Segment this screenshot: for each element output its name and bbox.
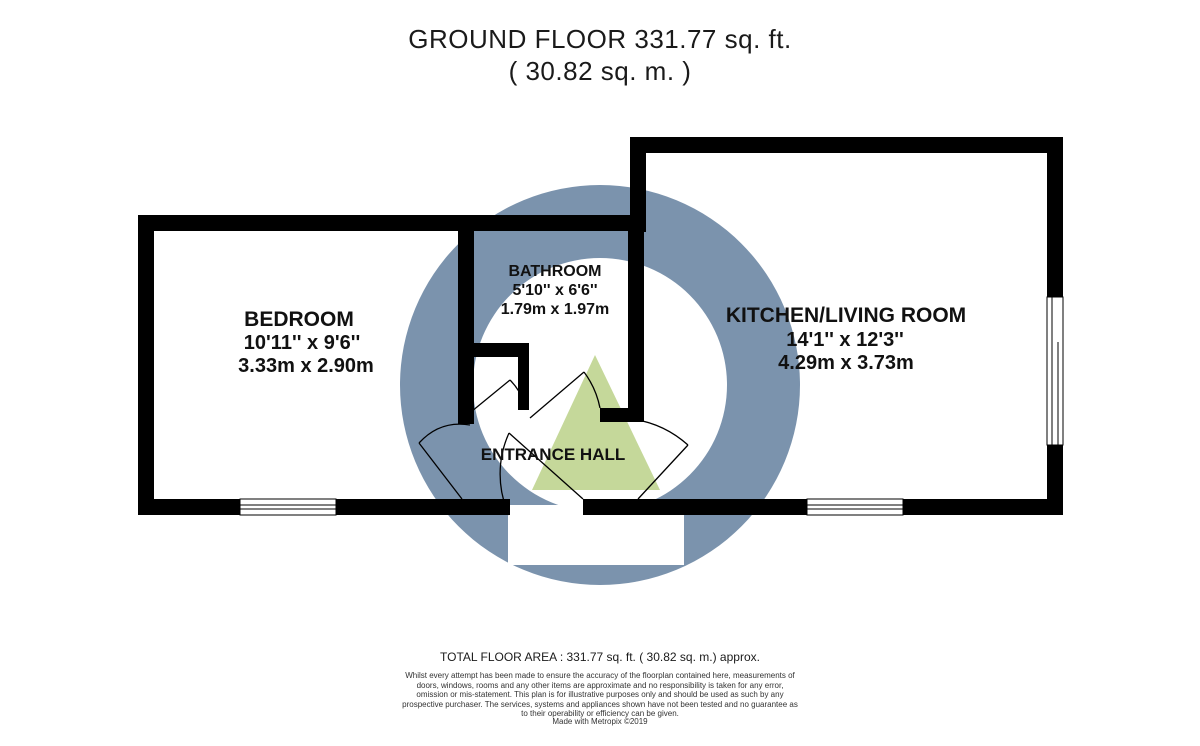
kitchen-imperial: 14'1'' x 12'3'' (786, 329, 904, 351)
floor-title: GROUND FLOOR 331.77 sq. ft. (408, 24, 792, 54)
floor-area-metric: ( 30.82 sq. m. ) (508, 56, 692, 86)
disclaimer-text: Whilst every attempt has been made to ensure the accuracy of the floorplan contained here, measurements of doors, windows, rooms and any other items are approximate and no responsibility is taken for any error, omission or mis-statement. This plan is for illustrative purposes only and should be used as such by any prospective purchaser. The services, systems and appliances shown have not been tested and no guarantee as to their operability or efficiency can be given. (402, 671, 798, 719)
bathroom-imperial: 5'10'' x 6'6'' (512, 282, 598, 299)
bathroom-name: BATHROOM (508, 263, 602, 280)
total-floor-area: TOTAL FLOOR AREA : 331.77 sq. ft. ( 30.82 sq. m.) approx. (440, 650, 760, 664)
hall-name: ENTRANCE HALL (480, 445, 626, 464)
bedroom-imperial: 10'11'' x 9'6'' (243, 332, 361, 354)
kitchen-name: KITCHEN/LIVING ROOM (725, 304, 967, 327)
bedroom-metric: 3.33m x 2.90m (238, 355, 374, 377)
bedroom-window (240, 499, 336, 515)
bathroom-metric: 1.79m x 1.97m (500, 301, 610, 318)
bedroom-name: BEDROOM (244, 308, 354, 331)
credit-text: Made with Metropix ©2019 (552, 717, 648, 726)
kitchen-metric: 4.29m x 3.73m (778, 352, 914, 374)
kitchen-side-window (1047, 297, 1063, 445)
kitchen-bottom-window (807, 499, 903, 515)
